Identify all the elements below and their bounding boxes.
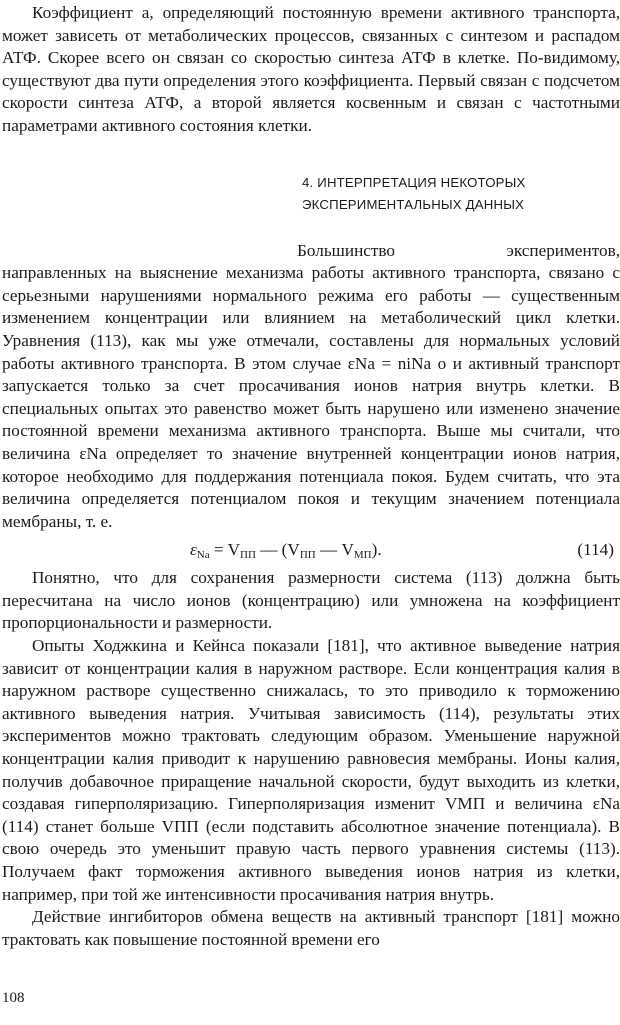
eq-v: = V (209, 540, 240, 560)
equation-number: (114) (577, 540, 614, 560)
paragraph-dimension: Понятно, что для сохранения размерности система (113) должна быть пересчитана на число ионов (концентрацию) или умножена на коэффициент пропорциональности и размерности. (2, 568, 620, 633)
eq-sub-pp-2: ПП (299, 549, 316, 562)
equation-114 (2, 533, 620, 567)
eq-sub-pp: ПП (240, 549, 256, 562)
paragraph-hodgkin: Опыты Ходжкина и Кейнса показали [181], что активное выведение натрия зависит от концентрации калия в наружном растворе. Если концентрация калия в наружном растворе существенно снижалась, то это приводило к торможению активного выведения натрия. Учитывая зависимость (114), результаты этих экспериментов можно трактовать следующим образом. Уменьшение наружной концентрации калия приводит к нарушению равновесия мембраны. Ионы калия, получив добавочное приращение начальной скорости, будут выходить из клетки, создавая гиперполяризацию. Гиперполяризация изменит VМП и величина εNa (114) станет больше VПП (если подставить абсолютное значение потенциала). В свою очередь это уменьшит правую часть первого уравнения системы (113). Получаем факт торможения активного выведения ионов натрия из клетки, например, при той же интенсивности просачивания натрия внутрь. (2, 636, 620, 904)
section-heading-line-1: 4. ИНТЕРПРЕТАЦИЯ НЕКОТОРЫХ (302, 174, 526, 190)
eq-end: ). (371, 540, 382, 560)
text-column (2, 2, 620, 951)
page-number: 108 (2, 990, 25, 1006)
eq-sub-na: Na (196, 549, 210, 562)
section-heading (2, 172, 620, 216)
eq-minus-v: — V (315, 540, 354, 560)
paragraph-experiments (2, 240, 620, 534)
paragraph-inhibitors: Действие ингибиторов обмена веществ на активный транспорт [181] можно трактовать как повышение постоянной времени его (2, 907, 620, 949)
section-heading-line-2: ЭКСПЕРИМЕНТАЛЬНЫХ ДАННЫХ (302, 196, 525, 212)
eq-rest: — (V (255, 540, 300, 560)
equation-body (190, 533, 382, 572)
paragraph-experiments-text: Большинство экспериментов, направленных на выяснение механизма работы активного транспорта, связано с серьезными нарушениями нормального режима его работы — существенным изменением концентрации или влиянием на метаболический цикл клетки. Уравнения (113), как мы уже отмечали, составлены для нормальных условий работы активного транспорта. В этом случае εNa = niNa o и активный транспорт запускается только за счет просачивания ионов натрия внутрь клетки. В специальных опытах это равенство может быть нарушено или изменено значение постоянной времени механизма активного транспорта. Выше мы считали, что величина εNa определяет то значение внутренней концентрации ионов натрия, которое необходимо для поддержания потенциала покоя. Будем считать, что эта величина определяется потенциалом покоя и текущим значением потенциала мембраны, т. е. (2, 240, 620, 531)
paragraph-coefficient: Коэффициент a, определяющий постоянную времени активного транспорта, может зависеть от метаболических процессов, связанных с синтезом и распадом АТФ. Скорее всего он связан со скоростью синтеза АТФ в клетке. По-видимому, существуют два пути определения этого коэффициента. Первый связан с подсчетом скорости синтеза АТФ, а второй является косвенным и связан с частотными параметрами активного состояния клетки. (2, 3, 620, 135)
eq-epsilon: ε (190, 540, 197, 560)
eq-sub-mp: МП (353, 549, 372, 562)
